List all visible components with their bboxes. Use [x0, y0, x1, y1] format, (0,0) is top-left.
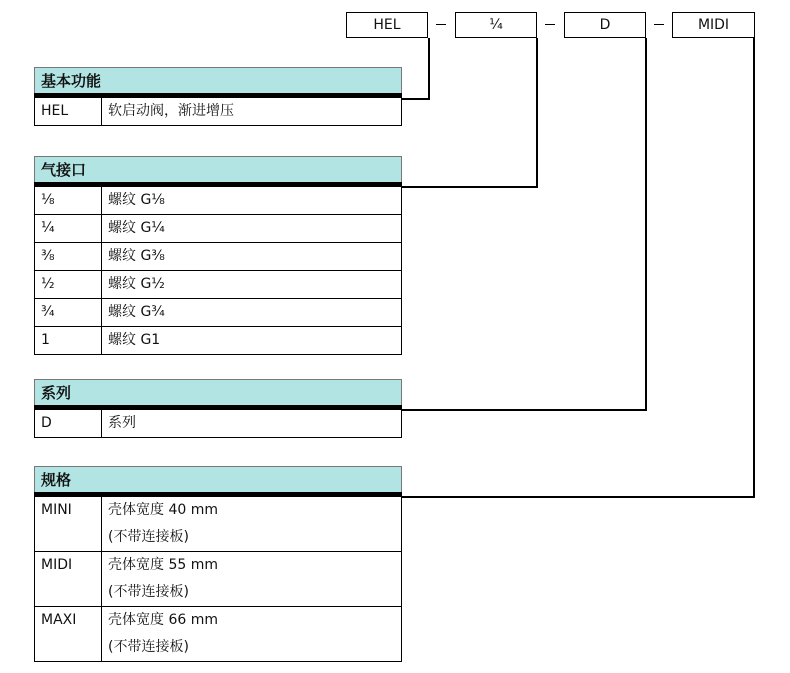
option-code: ⅜ — [35, 243, 102, 271]
section-port — [34, 156, 402, 355]
options-table — [34, 186, 402, 355]
option-desc: 壳体宽度 40 mm (不带连接板) — [102, 497, 402, 552]
table-row — [35, 271, 402, 299]
table-row — [35, 299, 402, 327]
options-table — [34, 409, 402, 438]
connector-line-size — [402, 496, 755, 498]
connector-line-series — [402, 409, 647, 411]
options-table — [34, 496, 402, 662]
table-row — [35, 552, 402, 607]
table-row — [35, 187, 402, 215]
connector-line-function — [402, 98, 430, 100]
table-row — [35, 98, 402, 126]
separator-dash — [545, 24, 555, 25]
section-heading: 基本功能 — [34, 67, 402, 93]
option-code: MIDI — [35, 552, 102, 607]
connector-line-series — [645, 38, 647, 411]
option-desc: 系列 — [102, 410, 402, 438]
option-desc: 软启动阀，渐进增压 — [102, 98, 402, 126]
option-code: MINI — [35, 497, 102, 552]
option-desc: 壳体宽度 55 mm (不带连接板) — [102, 552, 402, 607]
table-row — [35, 497, 402, 552]
option-desc: 螺纹 G⅜ — [102, 243, 402, 271]
code-segment-size: MIDI — [672, 12, 755, 38]
option-desc: 螺纹 G½ — [102, 271, 402, 299]
option-desc: 螺纹 G¾ — [102, 299, 402, 327]
option-code: HEL — [35, 98, 102, 126]
code-segment-port: ¼ — [455, 12, 537, 38]
section-size — [34, 466, 402, 662]
option-desc: 螺纹 G1 — [102, 327, 402, 355]
option-code: ¾ — [35, 299, 102, 327]
option-code: 1 — [35, 327, 102, 355]
section-heading: 系列 — [34, 379, 402, 405]
option-desc: 螺纹 G⅛ — [102, 187, 402, 215]
connector-line-port — [536, 38, 538, 188]
separator-dash — [654, 24, 664, 25]
option-code: MAXI — [35, 607, 102, 662]
connector-line-function — [428, 38, 430, 100]
section-basic-function — [34, 67, 402, 126]
option-desc: 螺纹 G¼ — [102, 215, 402, 243]
section-heading: 规格 — [34, 466, 402, 492]
table-row — [35, 327, 402, 355]
option-desc: 壳体宽度 66 mm (不带连接板) — [102, 607, 402, 662]
section-series — [34, 379, 402, 438]
connector-line-size — [753, 38, 755, 498]
connector-line-port — [402, 186, 538, 188]
section-heading: 气接口 — [34, 156, 402, 182]
option-code: ½ — [35, 271, 102, 299]
code-segment-series: D — [564, 12, 646, 38]
table-row — [35, 410, 402, 438]
option-code: D — [35, 410, 102, 438]
option-code: ⅛ — [35, 187, 102, 215]
table-row — [35, 215, 402, 243]
table-row — [35, 243, 402, 271]
separator-dash — [436, 24, 446, 25]
table-row — [35, 607, 402, 662]
option-code: ¼ — [35, 215, 102, 243]
options-table — [34, 97, 402, 126]
code-segment-function: HEL — [346, 12, 428, 38]
